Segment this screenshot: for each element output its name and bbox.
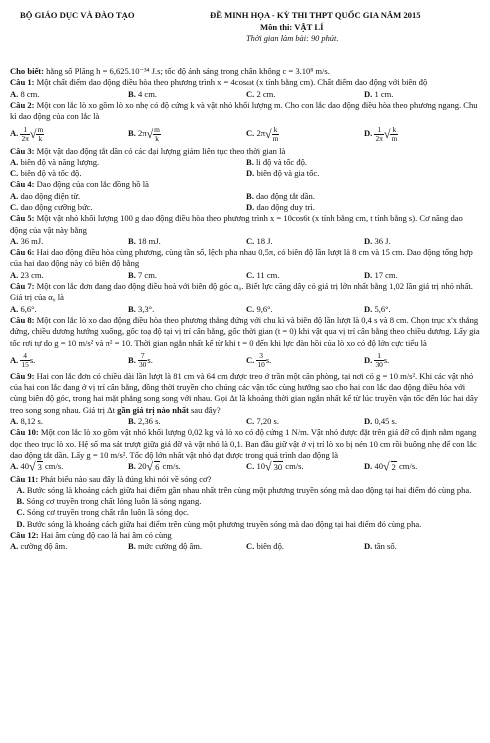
coefficient: 2π	[137, 128, 147, 139]
fraction	[20, 126, 29, 144]
numerator: 1	[374, 352, 383, 362]
unit: cm/s.	[396, 461, 418, 472]
question-7	[10, 281, 482, 304]
option-letter: A.	[10, 88, 19, 99]
question-text: Một con lắc đơn đang dao động điều hoà với biên độ góc α₀. Biết lực căng dây có giá trị lớn nhất bằng 1,02 lần giá trị nhỏ nhất. Giá trị của α₀ là	[10, 281, 473, 303]
option-letter: C.	[246, 235, 255, 246]
option-text: 36 J.	[374, 235, 391, 246]
option-text: dao động tắt dần.	[255, 190, 315, 201]
coefficient: 10	[256, 461, 265, 472]
option-text: li độ và tốc độ.	[255, 156, 308, 167]
exam-time: Thời gian làm bài: 90 phút.	[246, 34, 339, 43]
answer-options	[10, 168, 482, 179]
option-text: 1 cm.	[374, 88, 394, 99]
option-letter: D.	[246, 168, 255, 179]
sqrt-sign: √	[265, 459, 272, 474]
option-d	[364, 270, 482, 281]
radicand: 3	[37, 462, 42, 473]
option-letter: D.	[364, 88, 373, 99]
option-letter: B.	[128, 88, 136, 99]
radicand: 6	[155, 462, 160, 473]
option-letter: D.	[364, 235, 373, 246]
answer-options	[10, 202, 482, 213]
question-6	[10, 247, 482, 270]
option-letter: C.	[246, 354, 255, 365]
question-8	[10, 315, 482, 349]
denominator: k	[155, 134, 159, 144]
option-c	[246, 349, 364, 371]
option-text: 0,45 s.	[374, 416, 398, 427]
question-text: Một vật nhỏ khối lượng 100 g dao động điều hòa theo phương trình x = 10cos6t (x tính bằng cm, t tính bằng s). Cơ năng dao động của vật này bằng	[10, 213, 463, 235]
option-b	[128, 270, 246, 281]
option-c	[10, 202, 246, 213]
question-2	[10, 100, 482, 123]
radicand: 2	[391, 462, 396, 473]
option-text: 23 cm.	[20, 269, 44, 280]
question-text: Một con lắc lò xo gồm vật nhỏ khối lượng 0,02 kg và lò xo có độ cứng 1 N/m. Vật nhỏ được đặt trên giá đỡ cố định nằm ngang dọc theo trục lò xo. Hệ số ma sát trượt giữa giá đỡ và vật nhỏ là 0,1. Ban đầu giữ vật ở vị trí lò xo bị nén 10 cm rồi buông nhẹ để con lắc dao động tắt dần. Lấy g = 10 m/s². Tốc độ lớn nhất vật nhỏ đạt được trong quá trình dao động là	[10, 427, 477, 460]
numerator: 1	[20, 126, 29, 136]
option-a	[10, 304, 128, 315]
option-d	[10, 519, 482, 530]
numerator: 7	[138, 352, 147, 362]
fraction	[138, 352, 147, 370]
option-letter: A.	[10, 235, 19, 246]
question-number: Câu 8:	[10, 314, 35, 325]
option-c	[246, 89, 364, 100]
question-number: Câu 2:	[10, 99, 35, 110]
option-letter: D.	[364, 416, 373, 427]
option-d	[364, 122, 482, 145]
option-a	[10, 236, 128, 247]
denominator: m	[391, 134, 398, 144]
option-c	[246, 236, 364, 247]
option-text: biên độ và tốc độ.	[20, 168, 82, 179]
exam-body	[10, 66, 482, 553]
option-text: 6,6°.	[20, 303, 37, 314]
denominator: m	[272, 134, 279, 144]
coefficient: 40	[20, 461, 29, 472]
question-text: Hai dao động điều hòa cùng phương, cùng tần số, lệch pha nhau 0,5π, có biên độ lần lượt là 8 cm và 15 cm. Dao động tổng hợp của hai dao động này có biên độ bằng	[10, 247, 473, 269]
coefficient: 2π	[256, 128, 266, 139]
option-letter: A.	[10, 156, 19, 167]
option-letter: D.	[364, 541, 373, 552]
answer-options	[10, 416, 482, 427]
option-d	[364, 349, 482, 371]
option-text: 2,36 s.	[137, 416, 161, 427]
option-text: dao động điện từ.	[20, 190, 81, 201]
option-letter: B.	[128, 416, 136, 427]
numerator: m	[37, 124, 44, 134]
option-letter: D.	[16, 518, 25, 529]
option-letter: C.	[246, 88, 255, 99]
option-b	[128, 541, 246, 552]
sqrt-sign: √	[146, 127, 154, 142]
constants-label: Cho biết:	[10, 66, 44, 76]
question-number: Câu 4:	[10, 179, 35, 190]
fraction	[20, 352, 29, 370]
option-text: 9,6°.	[256, 303, 273, 314]
option-text: 36 mJ.	[20, 235, 44, 246]
option-letter: D.	[364, 303, 373, 314]
question-text: Một chất điểm dao động điều hòa theo phương trình x = 4cosωt (x tính bằng cm). Chất điểm dao động với biên độ	[34, 77, 428, 88]
sqrt-sign: √	[29, 127, 37, 142]
option-d	[246, 168, 482, 179]
option-letter: D.	[364, 128, 373, 139]
option-letter: B.	[128, 128, 136, 139]
option-text: Bước sóng là khoảng cách giữa hai điểm gần nhau nhất trên cùng một phương truyền sóng mà dao động tại hai điểm đó cùng pha.	[26, 484, 472, 495]
numerator: k	[272, 126, 280, 136]
question-text: Hai con lắc đơn có chiều dài lần lượt là 81 cm và 64 cm được treo ở trần một căn phòng, tại nơi có g = 10 m/s². Khi các vật nhỏ của hai con lắc đang ở vị trí cân bằng, đồng thời truyền cho chúng các vận tốc cùng hướng sao cho hai con lắc dao động điều hòa với cùng biên độ góc, trong hai mặt phẳng song song với nhau. Gọi Δt là khoảng thời gian ngắn nhất kể từ lúc truyền vận tốc đến lúc hai dây treo song song nhau. Giá trị Δt	[10, 370, 479, 415]
option-text: 8,12 s.	[20, 416, 44, 427]
option-text: 8 cm.	[20, 88, 40, 99]
option-letter: A.	[10, 416, 19, 427]
option-b	[246, 191, 482, 202]
exam-title: ĐỀ MINH HỌA - KỲ THI THPT QUỐC GIA NĂM 2015	[210, 10, 421, 20]
option-c	[246, 416, 364, 427]
option-letter: D.	[364, 461, 373, 472]
option-letter: C.	[246, 541, 255, 552]
unit: s.	[29, 354, 36, 365]
option-letter: B.	[128, 269, 136, 280]
option-letter: C.	[246, 269, 255, 280]
option-c	[10, 168, 246, 179]
option-text: 18 J.	[256, 235, 273, 246]
option-letter: B.	[128, 461, 136, 472]
numerator: 1	[374, 126, 383, 136]
question-text: Dao động của con lắc đồng hồ là	[34, 179, 149, 190]
option-letter: D.	[364, 269, 373, 280]
exam-subject: Môn thi: VẬT LÍ	[260, 22, 324, 32]
option-text: 3,3°.	[137, 303, 155, 314]
option-letter: D.	[364, 354, 373, 365]
option-d	[364, 89, 482, 100]
question-number: Câu 1:	[10, 77, 35, 88]
option-text: 11 cm.	[256, 269, 280, 280]
option-letter: C.	[10, 202, 19, 212]
option-c	[246, 461, 364, 473]
option-a	[10, 485, 482, 496]
coefficient: 20	[137, 461, 147, 472]
answer-options	[10, 89, 482, 100]
option-letter: A.	[10, 541, 19, 552]
question-number: Câu 7:	[10, 281, 35, 292]
option-c	[246, 304, 364, 315]
question-number: Câu 10:	[10, 427, 39, 438]
constants-text: hằng số Plăng h = 6,625.10⁻³⁴ J.s; tốc độ ánh sáng trong chân không c = 3.10⁸ m/s.	[43, 66, 330, 76]
option-d	[364, 304, 482, 315]
option-letter: B.	[128, 303, 136, 314]
question-text: Phát biểu nào sau đây là đúng khi nói về sóng cơ?	[38, 473, 212, 484]
denominator: k	[38, 134, 43, 144]
option-b	[128, 461, 246, 473]
option-text: Sóng cơ truyền trong chất rắn luôn là sóng dọc.	[26, 507, 190, 518]
denominator: 30	[375, 360, 383, 370]
option-letter: C.	[246, 416, 255, 427]
question-tail: sau đây?	[188, 404, 221, 415]
numerator: 4	[20, 352, 29, 362]
fraction	[390, 126, 398, 144]
radicand: 30	[273, 462, 283, 473]
unit: cm/s.	[283, 461, 304, 472]
question-1	[10, 77, 482, 88]
option-letter: B.	[246, 156, 254, 167]
fraction	[374, 352, 383, 370]
option-b	[128, 89, 246, 100]
question-text: Một con lắc lò xo dao động điều hòa theo phương thẳng đứng với chu kì và biên độ lần lượt là 0,4 s và 8 cm. Chọn trục x'x thẳng đứng, chiều dương hướng xuống, gốc toạ độ tại vị trí cân bằng, gốc thời gian (t = 0) khi vật qua vị trí cân bằng theo chiều dương. Lấy gia tốc rơi tự do g = 10 m/s² và π² = 10. Thời gian ngắn nhất kể từ khi t = 0 đến khi lực đàn hồi của lò xo có độ lớn cực tiểu là	[10, 314, 480, 348]
question-5	[10, 213, 482, 236]
option-a	[10, 541, 128, 552]
sqrt-sign: √	[265, 127, 272, 142]
option-b	[128, 304, 246, 315]
option-a	[10, 191, 246, 202]
question-11	[10, 474, 482, 485]
option-text: dao động duy trì.	[256, 202, 315, 212]
option-b	[246, 157, 482, 168]
option-a	[10, 270, 128, 281]
question-number: Câu 11:	[10, 473, 39, 484]
option-b	[128, 349, 246, 371]
option-a	[10, 122, 128, 145]
numerator: k	[390, 126, 398, 136]
option-letter: C.	[10, 168, 19, 179]
unit: s.	[147, 354, 153, 365]
question-number: Câu 3:	[10, 145, 35, 156]
denominator: 30	[138, 360, 147, 370]
option-text: biên độ và gia tốc.	[256, 168, 320, 179]
fraction	[153, 126, 161, 144]
option-text: mức cường độ âm.	[137, 541, 203, 552]
option-c	[246, 270, 364, 281]
option-text: Sóng cơ truyền trong chất lỏng luôn là sóng ngang.	[26, 496, 202, 507]
option-text: tần số.	[374, 541, 397, 552]
option-letter: C.	[246, 461, 255, 472]
ministry-name: BỘ GIÁO DỤC VÀ ĐÀO TẠO	[20, 10, 135, 20]
option-letter: A.	[16, 484, 25, 495]
question-number: Câu 12:	[10, 530, 39, 541]
option-letter: A.	[10, 269, 19, 280]
fraction	[256, 352, 265, 370]
option-letter: A.	[10, 128, 19, 139]
option-b	[128, 122, 246, 145]
option-c	[10, 507, 482, 518]
option-text: Bước sóng là khoảng cách giữa hai điểm trên cùng một phương truyền sóng mà dao động tại hai điểm đó cùng pha.	[26, 518, 422, 529]
option-letter: A.	[10, 354, 19, 365]
option-a	[10, 89, 128, 100]
question-10	[10, 427, 482, 461]
denominator: 15	[21, 360, 29, 370]
option-text: 5,6°.	[374, 303, 391, 314]
option-b	[128, 236, 246, 247]
sqrt-sign: √	[383, 459, 390, 474]
answer-options	[10, 270, 482, 281]
question-4	[10, 179, 482, 190]
question-3	[10, 146, 482, 157]
option-letter: B.	[246, 190, 254, 201]
question-number: Câu 9:	[10, 370, 35, 381]
fraction	[374, 126, 383, 144]
option-text: cường độ âm.	[20, 541, 68, 552]
denominator: 10	[257, 360, 265, 370]
question-text: Một vật dao động tắt dần có các đại lượng giảm liên tục theo thời gian là	[34, 145, 286, 156]
sqrt-sign: √	[29, 459, 36, 474]
answer-options	[10, 541, 482, 552]
denominator: 2π	[21, 134, 29, 144]
numerator: 3	[256, 352, 265, 362]
option-d	[364, 461, 482, 473]
answer-options	[10, 191, 482, 202]
question-number: Câu 6:	[10, 247, 35, 258]
option-letter: A.	[10, 303, 19, 314]
question-number: Câu 5:	[10, 213, 35, 224]
unit: s.	[265, 354, 272, 365]
option-d	[364, 236, 482, 247]
option-text: 18 mJ.	[137, 235, 161, 246]
question-emphasis: gần giá trị nào nhất	[117, 404, 189, 415]
question-12	[10, 530, 482, 541]
option-text: dao động cưỡng bức.	[20, 202, 93, 212]
option-letter: B.	[128, 541, 136, 552]
question-9	[10, 371, 482, 416]
sqrt-sign: √	[383, 127, 391, 142]
option-letter: B.	[16, 496, 25, 507]
option-text: biên độ và năng lượng.	[20, 156, 100, 167]
option-letter: C.	[246, 303, 255, 314]
answer-options	[10, 349, 482, 371]
constants-note	[10, 66, 482, 77]
unit: cm/s.	[42, 461, 64, 472]
option-letter: C.	[246, 128, 255, 139]
option-text: 7 cm.	[137, 269, 157, 280]
answer-options	[10, 461, 482, 473]
exam-header	[10, 6, 482, 58]
option-b	[10, 496, 482, 507]
option-letter: D.	[246, 202, 255, 212]
option-a	[10, 461, 128, 473]
sqrt-sign: √	[146, 459, 154, 474]
answer-options	[10, 157, 482, 168]
option-letter: A.	[10, 461, 19, 472]
option-text: biên độ.	[256, 541, 284, 552]
option-b	[128, 416, 246, 427]
option-text: 4 cm.	[137, 88, 157, 99]
option-a	[10, 416, 128, 427]
question-text: Một con lắc lò xo gồm lò xo nhẹ có độ cứng k và vật nhỏ khối lượng m. Cho con lắc dao động điều hòa theo phương ngang. Chu kì dao động của con lắc là	[10, 99, 478, 122]
denominator: 2π	[375, 134, 383, 144]
option-d	[364, 416, 482, 427]
option-text: 17 cm.	[374, 269, 398, 280]
option-text: 7,20 s.	[256, 416, 280, 427]
unit: cm/s.	[160, 461, 181, 472]
numerator: m	[154, 124, 160, 134]
option-d	[246, 202, 482, 213]
answer-options	[10, 122, 482, 145]
option-c	[246, 122, 364, 145]
option-d	[364, 541, 482, 552]
coefficient: 40	[374, 461, 383, 472]
answer-options	[10, 236, 482, 247]
answer-options	[10, 304, 482, 315]
option-letter: A.	[10, 190, 19, 201]
fraction	[272, 126, 280, 144]
option-letter: C.	[16, 507, 25, 518]
fraction	[36, 126, 44, 144]
option-c	[246, 541, 364, 552]
option-a	[10, 157, 246, 168]
option-letter: B.	[128, 235, 136, 246]
option-text: 2 cm.	[256, 88, 276, 99]
question-text: Hai âm cùng độ cao là hai âm có cùng	[38, 530, 172, 541]
option-a	[10, 349, 128, 371]
option-letter: B.	[128, 354, 136, 365]
unit: s.	[383, 354, 390, 365]
